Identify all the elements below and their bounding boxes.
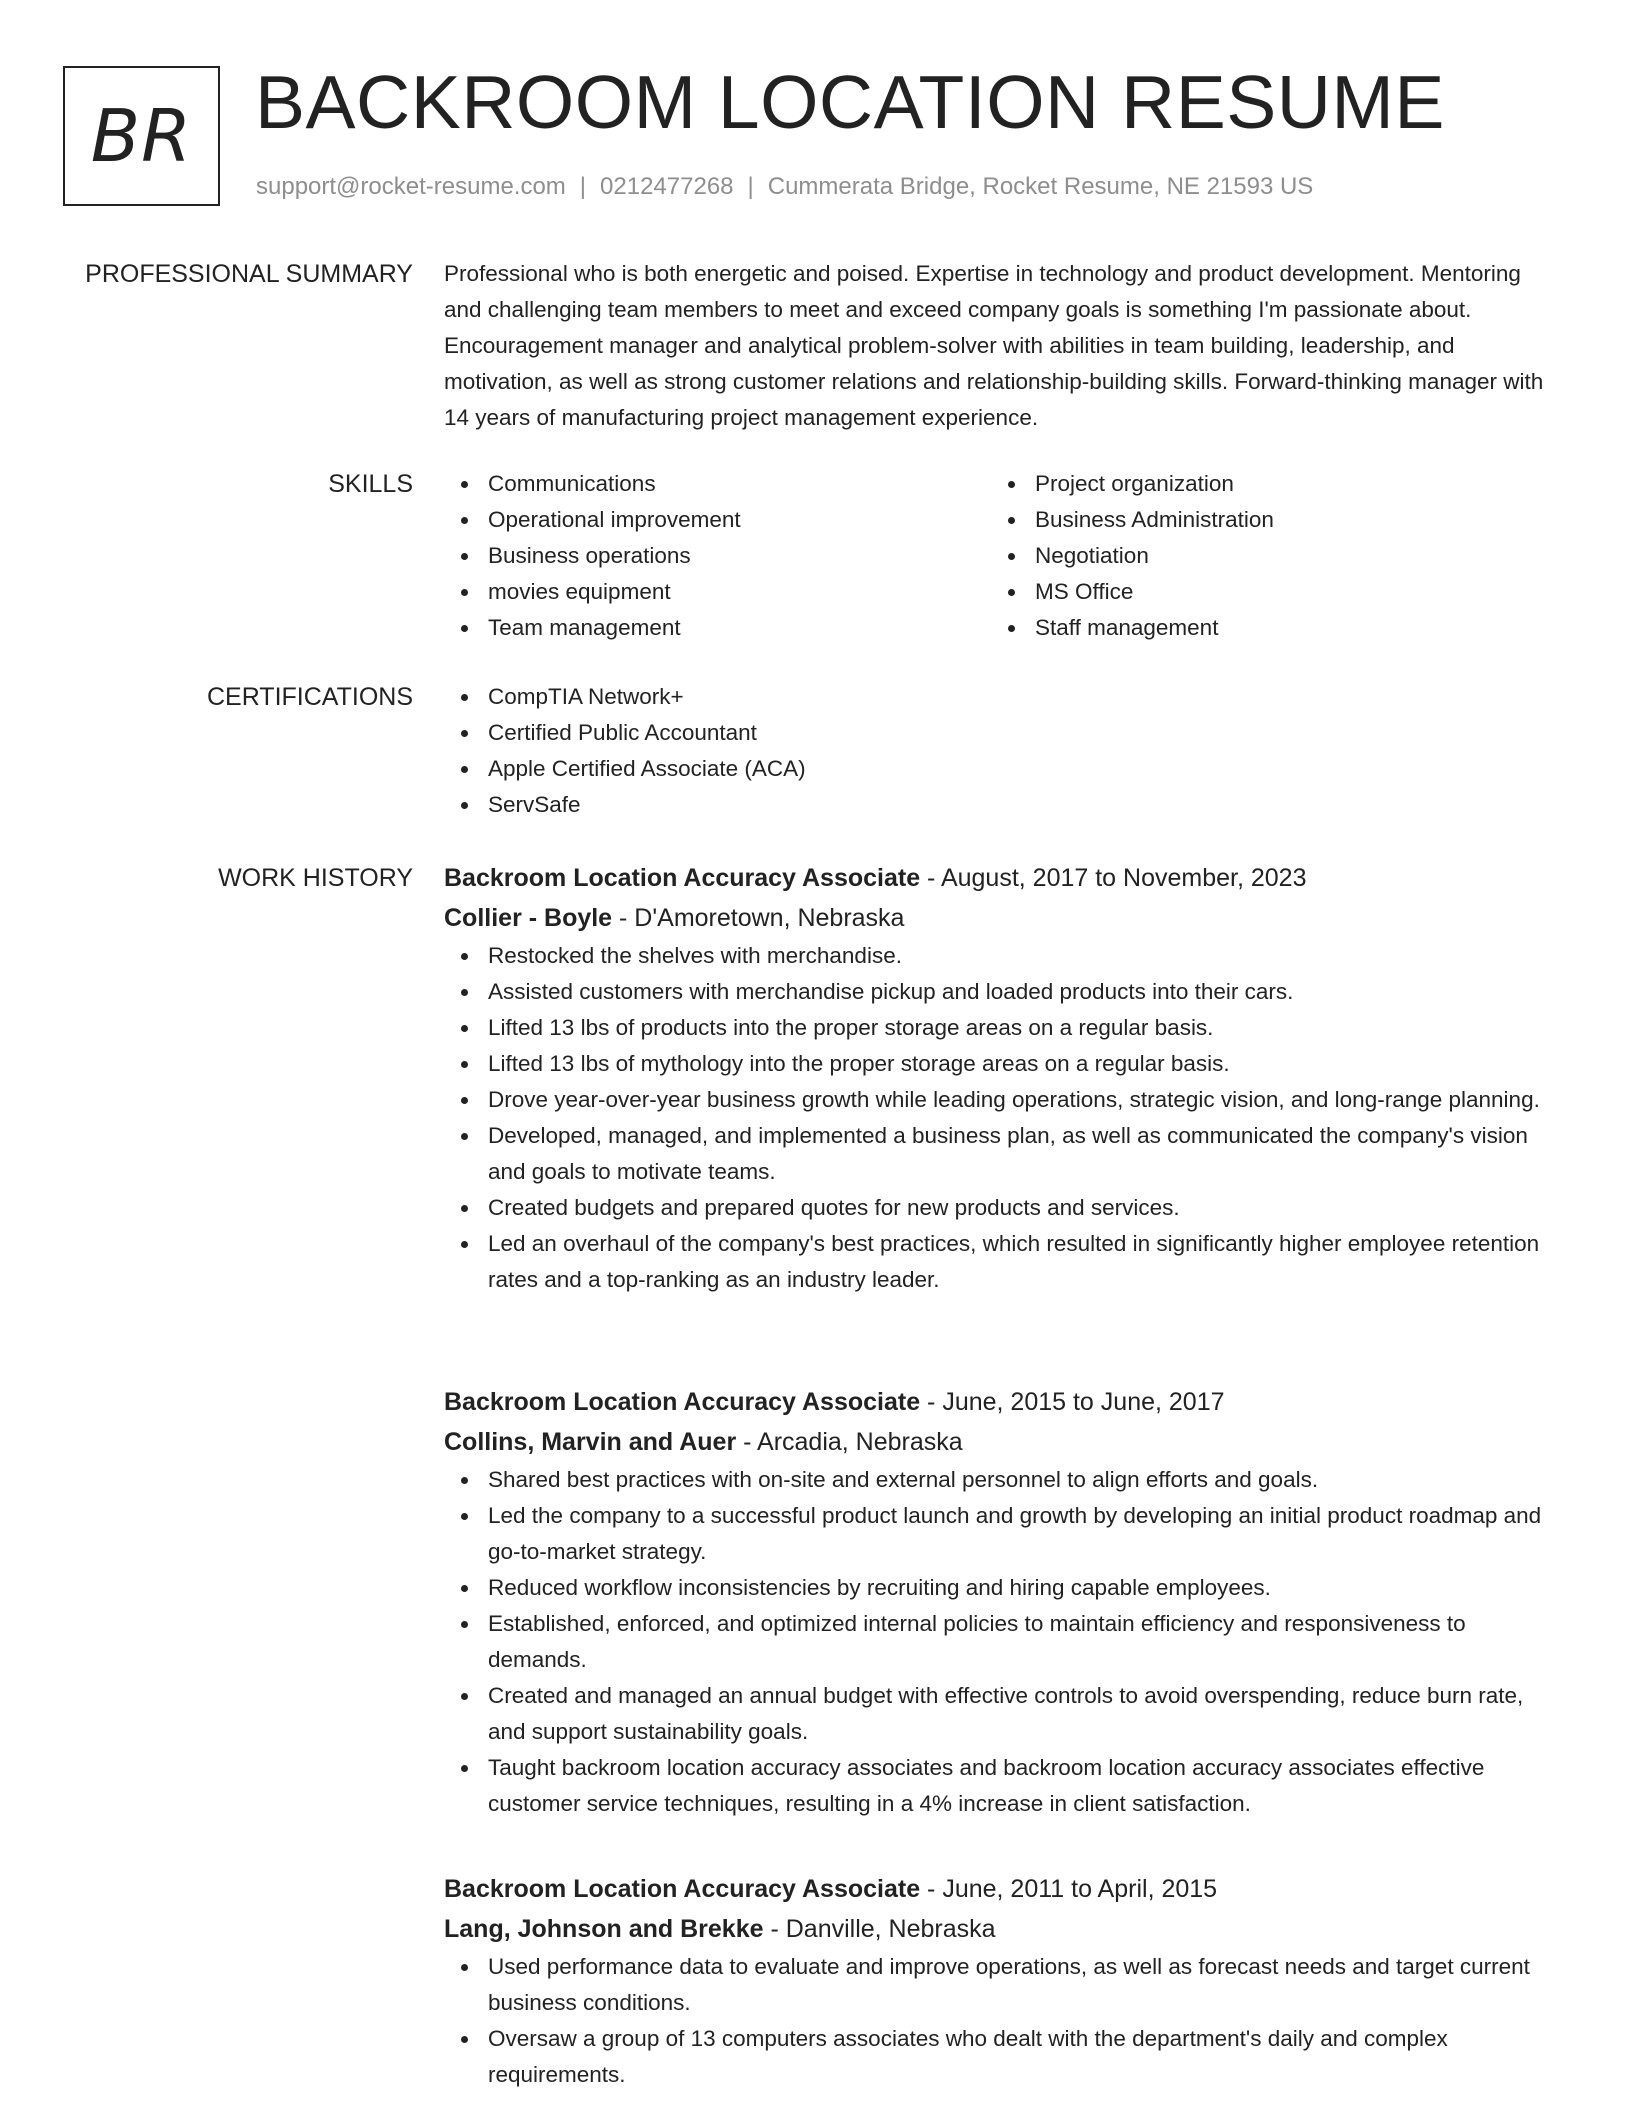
certifications-body <box>444 679 1554 823</box>
job-dates: - June, 2011 to April, 2015 <box>920 1875 1218 1903</box>
skills-body <box>444 466 1554 646</box>
skill-item: Team management <box>444 610 991 646</box>
job-company: Lang, Johnson and Brekke <box>444 1915 764 1943</box>
job-title: Backroom Location Accuracy Associate <box>444 864 921 892</box>
contact-separator: | <box>747 173 754 200</box>
skill-item: Operational improvement <box>444 502 991 538</box>
contact-separator: | <box>579 173 587 200</box>
job-bullet: Used performance data to evaluate and improve operations, as well as forecast needs and target current business conditions. <box>444 1949 1554 2021</box>
skill-item: Business Administration <box>991 502 1538 538</box>
skill-item: MS Office <box>991 574 1538 610</box>
job-bullet: Oversaw a group of 13 computers associates who dealt with the department's daily and complex requirements. <box>444 2021 1554 2093</box>
job-bullet: Taught backroom location accuracy associates and backroom location accuracy associates effective customer service techniques, resulting in a 4% increase in client satisfaction. <box>444 1750 1554 1822</box>
skill-item: Project organization <box>991 466 1538 502</box>
job-bullet: Assisted customers with merchandise pickup and loaded products into their cars. <box>444 974 1554 1010</box>
job-bullet: Developed, managed, and implemented a business plan, as well as communicated the company's vision and goals to motivate teams. <box>444 1118 1554 1190</box>
skills-list-left <box>444 466 991 646</box>
skill-item: movies equipment <box>444 574 991 610</box>
job-location: - Danville, Nebraska <box>763 1915 996 1943</box>
job-title-line <box>444 1382 1554 1422</box>
certification-item: ServSafe <box>444 787 1554 823</box>
summary-text: Professional who is both energetic and poised. Expertise in technology and product development. Mentoring and challenging team members to meet and exceed company goals is something I'm passionate about. Encouragement manager and analytical problem-solver with abilities in team building, leadership, and motivation, as well as strong customer relations and relationship-building skills. Forward-thinking manager with 14 years of manufacturing project management experience. <box>444 261 1544 430</box>
job-title-line <box>444 858 1554 898</box>
skills-list-right <box>991 466 1538 646</box>
job-location: - D'Amoretown, Nebraska <box>612 904 905 932</box>
job-company-line <box>444 1909 1554 1949</box>
skill-item: Staff management <box>991 610 1538 646</box>
job-bullet: Lifted 13 lbs of mythology into the proper storage areas on a regular basis. <box>444 1046 1554 1082</box>
skill-item: Business operations <box>444 538 991 574</box>
certifications-list <box>444 679 1554 823</box>
skills-label: SKILLS <box>328 470 413 498</box>
job-company: Collier - Boyle <box>444 904 613 932</box>
job-bullets <box>444 1462 1554 1822</box>
contact-email[interactable]: support@rocket-resume.com <box>256 173 566 200</box>
skill-item: Negotiation <box>991 538 1538 574</box>
job-bullet: Restocked the shelves with merchandise. <box>444 938 1554 974</box>
contact-line <box>256 173 1313 201</box>
job-bullet: Established, enforced, and optimized internal policies to maintain efficiency and responsiveness to demands. <box>444 1606 1554 1678</box>
contact-phone[interactable]: 0212477268 <box>600 173 734 200</box>
initials-monogram: BR <box>63 66 220 206</box>
job-company: Collins, Marvin and Auer <box>444 1428 737 1456</box>
job-bullets <box>444 1949 1554 2093</box>
job-entry <box>444 1382 1554 1822</box>
job-company-line <box>444 898 1554 938</box>
job-dates: - August, 2017 to November, 2023 <box>920 864 1307 892</box>
job-bullet: Shared best practices with on-site and external personnel to align efforts and goals. <box>444 1462 1554 1498</box>
resume-title: BACKROOM LOCATION RESUME <box>255 60 1445 144</box>
job-title: Backroom Location Accuracy Associate <box>444 1388 921 1416</box>
certification-item: Apple Certified Associate (ACA) <box>444 751 1554 787</box>
job-title-line <box>444 1869 1554 1909</box>
job-bullet: Led an overhaul of the company's best practices, which resulted in significantly higher employee retention rates and a top-ranking as an industry leader. <box>444 1226 1554 1298</box>
job-bullet: Lifted 13 lbs of products into the proper storage areas on a regular basis. <box>444 1010 1554 1046</box>
job-bullet: Reduced workflow inconsistencies by recruiting and hiring capable employees. <box>444 1570 1554 1606</box>
certification-item: CompTIA Network+ <box>444 679 1554 715</box>
job-dates: - June, 2015 to June, 2017 <box>920 1388 1225 1416</box>
certifications-label: CERTIFICATIONS <box>206 683 413 711</box>
job-bullet: Drove year-over-year business growth while leading operations, strategic vision, and long-range planning. <box>444 1082 1554 1118</box>
contact-address: Cummerata Bridge, Rocket Resume, NE 21593 US <box>767 173 1314 200</box>
job-bullet: Created and managed an annual budget with effective controls to avoid overspending, reduce burn rate, and support sustainability goals. <box>444 1678 1554 1750</box>
job-location: - Arcadia, Nebraska <box>736 1428 963 1456</box>
job-bullets <box>444 938 1554 1298</box>
certification-item: Certified Public Accountant <box>444 715 1554 751</box>
job-title: Backroom Location Accuracy Associate <box>444 1875 921 1903</box>
job-company-line <box>444 1422 1554 1462</box>
job-entry <box>444 858 1554 1298</box>
job-entry <box>444 1869 1554 2093</box>
job-bullet: Created budgets and prepared quotes for new products and services. <box>444 1190 1554 1226</box>
summary-label: PROFESSIONAL SUMMARY <box>85 260 413 288</box>
skill-item: Communications <box>444 466 991 502</box>
work-history-label: WORK HISTORY <box>218 864 413 892</box>
summary-body <box>444 256 1554 436</box>
job-bullet: Led the company to a successful product launch and growth by developing an initial product roadmap and go-to-market strategy. <box>444 1498 1554 1570</box>
